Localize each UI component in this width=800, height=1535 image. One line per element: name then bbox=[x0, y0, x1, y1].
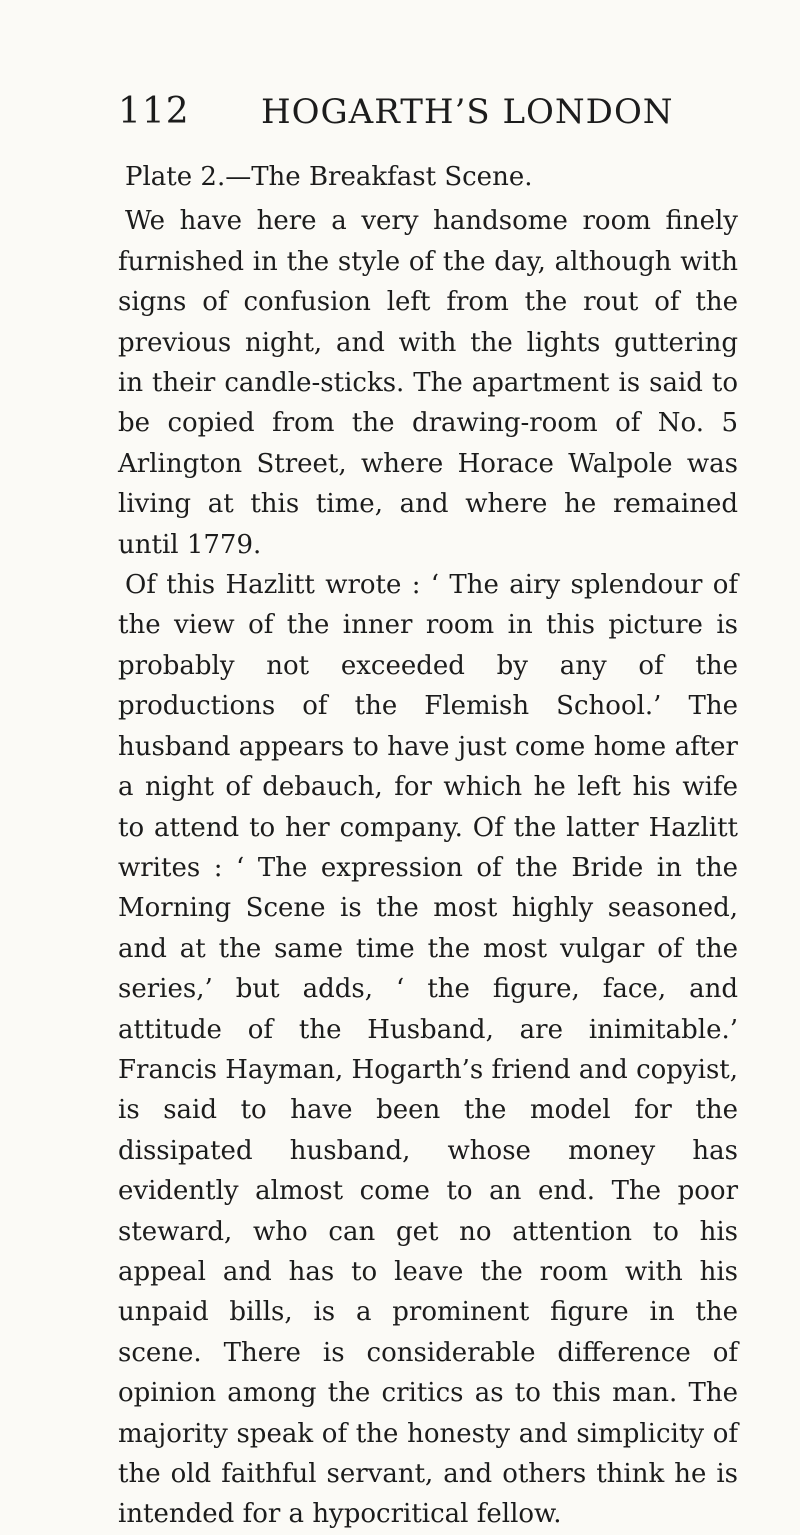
running-head bbox=[118, 86, 738, 138]
paragraph-1: We have here a very handsome room finely furnished in the style of the day, although with signs of confusion left from the rout of the previous night, and with the lights guttering in their candle-sticks. The apartment is said to be copied from the drawing-room of No. 5 Arlington Street, where Horace Walpole was living at this time, and where he remained until 1779. bbox=[118, 206, 738, 560]
paragraph-2: Of this Hazlitt wrote : ‘ The airy splendour of the view of the inner room in this picture is probably not exceeded by any of the productions of the Flemish School.’ The husband appears to have just come home after a night of debauch, for which he left his wife to attend to her company. Of the latter Hazlitt writes : ‘ The expression of the Bride in the Morning Scene is the most highly seasoned, and at the same time the most vulgar of the series,’ but adds, ‘ the figure, face, and attitude of the Husband, are inimitable.’ Francis Hayman, Hogarth’s friend and copyist, is said to have been the model for the dissipated husband, whose money has evidently almost come to an end. The poor steward, who can get no attention to his appeal and has to leave the room with his unpaid bills, is a prominent figure in the scene. There is considerable difference of opinion among the critics as to this man. The majority speak of the honesty and simplicity of the old faithful servant, and others think he is intended for a hypocritical fellow. bbox=[118, 570, 738, 1530]
running-title: HOGARTH’S LONDON bbox=[261, 92, 674, 132]
plate-heading: Plate 2.—The Breakfast Scene. bbox=[125, 162, 533, 192]
page-number: 112 bbox=[118, 91, 190, 132]
body-text bbox=[118, 157, 738, 1535]
